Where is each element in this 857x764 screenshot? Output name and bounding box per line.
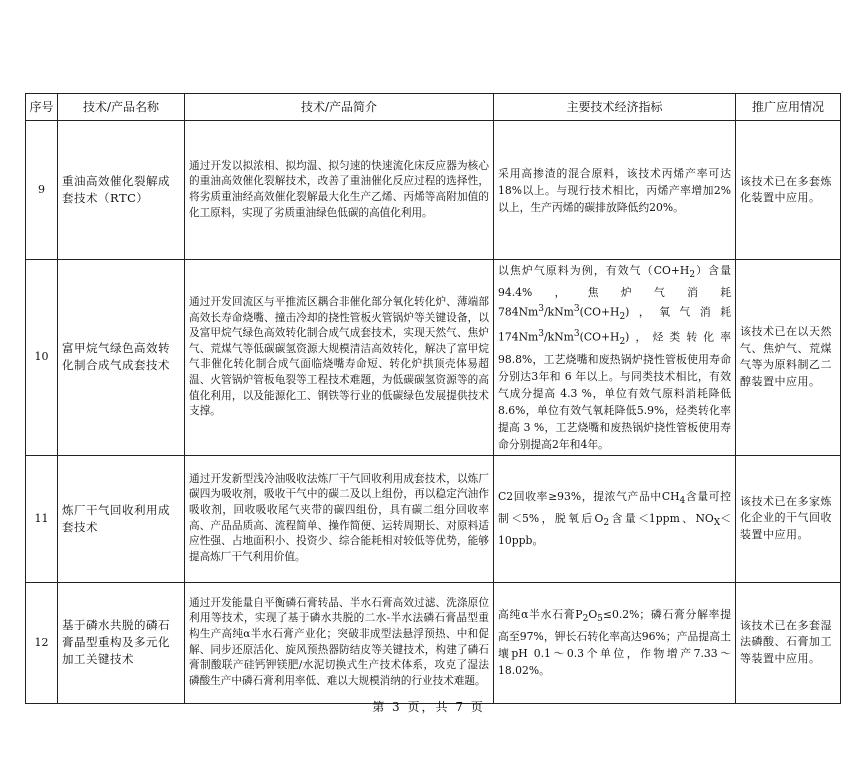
header-metric: 主要技术经济指标 [494, 94, 736, 121]
table-row [26, 582, 841, 703]
tech-metrics: C2回收率≥93%，提浓气产品中$CH_4$含量可控制＜5%，脱氧后$O_2$含量＜1ppm、$NO_X<10ppb$。 [494, 455, 736, 582]
row-number: 12 [26, 582, 58, 703]
header-apply: 推广应用情况 [736, 94, 841, 121]
application-status: 该技术已在多套湿法磷酸、石膏加工等装置中应用。 [736, 582, 841, 703]
tech-name: 炼厂干气回收利用成套技术 [58, 455, 185, 582]
tech-name: 富甲烷气绿色高效转化制合成气成套技术 [58, 260, 185, 456]
page-footer: 第 3 页，共 7 页 [372, 700, 485, 714]
table-row [26, 260, 841, 456]
application-status: 该技术已在以天然气、焦炉气、荒煤气等为原料制乙二醇装置中应用。 [736, 260, 841, 456]
tech-name: 重油高效催化裂解成套技术（RTC） [58, 121, 185, 260]
application-status: 该技术已在多套炼化装置中应用。 [736, 121, 841, 260]
tech-name: 基于磷水共脱的磷石膏晶型重构及多元化加工关键技术 [58, 582, 185, 703]
tech-description: 通过开发回流区与平推流区耦合非催化部分氧化转化炉、薄端部高效长寿命烧嘴、撞击冷却的挠性管板火管锅炉等关键设备，以及富甲烷气绿色高效转化制合成气成套技术，实现天然气、焦炉气、荒煤气等低碳碳氢资源大规模清洁高效转化，解决了富甲烷气非催化转化制合成气面临烧嘴寿命短、转化炉拱顶壳体易超温、火管锅炉管板龟裂等工程技术难题，为低碳碳氢资源等的高值化利用，以及能源化工、钢铁等行业的低碳绿色发展提供技术支撑。 [185, 260, 494, 456]
table-row [26, 121, 841, 260]
tech-metrics: 采用高掺渣的混合原料，该技术丙烯产率可达18%以上。与现行技术相比，丙烯产率增加2%以上，生产丙烯的碳排放降低约20%。 [494, 121, 736, 260]
tech-description: 通过开发以拟浓相、拟均温、拟匀速的快速流化床反应器为核心的重油高效催化裂解技术，改善了重油催化反应过程的选择性，将劣质重油经高效催化裂解最大化生产乙烯、丙烯等高附加值的化工原料，实现了劣质重油绿色低碳的高值化利用。 [185, 121, 494, 260]
table-header-row [26, 94, 841, 121]
tech-metrics: 高纯α半水石膏$P_2O_5\le 0.2\%$；磷石膏分解率提高至97%，钾长石转化率高达96%；产品提高土壤pH 0.1～0.3个单位，作物增产7.33～18.02%。 [494, 582, 736, 703]
header-desc: 技术/产品简介 [185, 94, 494, 121]
application-status: 该技术已在多家炼化企业的干气回收装置中应用。 [736, 455, 841, 582]
tech-table [25, 93, 841, 704]
row-number: 9 [26, 121, 58, 260]
tech-metrics: 以焦炉气原料为例，有效气$(CO+H_2)$含量 94.4%，焦炉气消耗$784Nm^3/kNm^3(CO+H_2)$，氧气消耗$174Nm^3/kNm^3(CO+H_2)$，烃类转化率98.8%，工艺烧嘴和废热锅炉挠性管板使用寿命分别达3年和 6 年以上。与同类技术相比，有效气成分提高 4.3 %，单位有效气原料消耗降低 8.6%，单位有效气氧耗降低5.9%，烃类转化率提高 3 %，工艺烧嘴和废热锅炉挠性管板使用寿命分别提高2年和4年。 [494, 260, 736, 456]
tech-description: 通过开发能量自平衡磷石膏转晶、半水石膏高效过滤、洗涤原位利用等技术，实现了基于磷水共脱的二水-半水法磷石膏晶型重构生产高纯α半水石膏产业化；突破非成型法悬浮预热、中和促解、同步还原活化、旋风预热器防结皮等关键技术，构建了磷石膏制酸联产硅钙钾镁肥/水泥切换式生产技术体系，攻克了湿法磷酸生产中磷石膏利用率低、难以大规模消纳的行业技术难题。 [185, 582, 494, 703]
header-name: 技术/产品名称 [58, 94, 185, 121]
header-no: 序号 [26, 94, 58, 121]
row-number: 11 [26, 455, 58, 582]
table-row [26, 455, 841, 582]
tech-description: 通过开发新型浅冷油吸收法炼厂干气回收利用成套技术，以炼厂碳四为吸收剂，吸收干气中的碳二及以上组份，再以稳定汽油作吸收剂，回收吸收尾气夹带的碳四组份，具有碳二组分回收率高、产品品质高、流程简单、操作简便、运转周期长、对原料适应性强、占地面积小、投资少、综合能耗相对较低等优势，能够提高炼厂干气利用价值。 [185, 455, 494, 582]
row-number: 10 [26, 260, 58, 456]
